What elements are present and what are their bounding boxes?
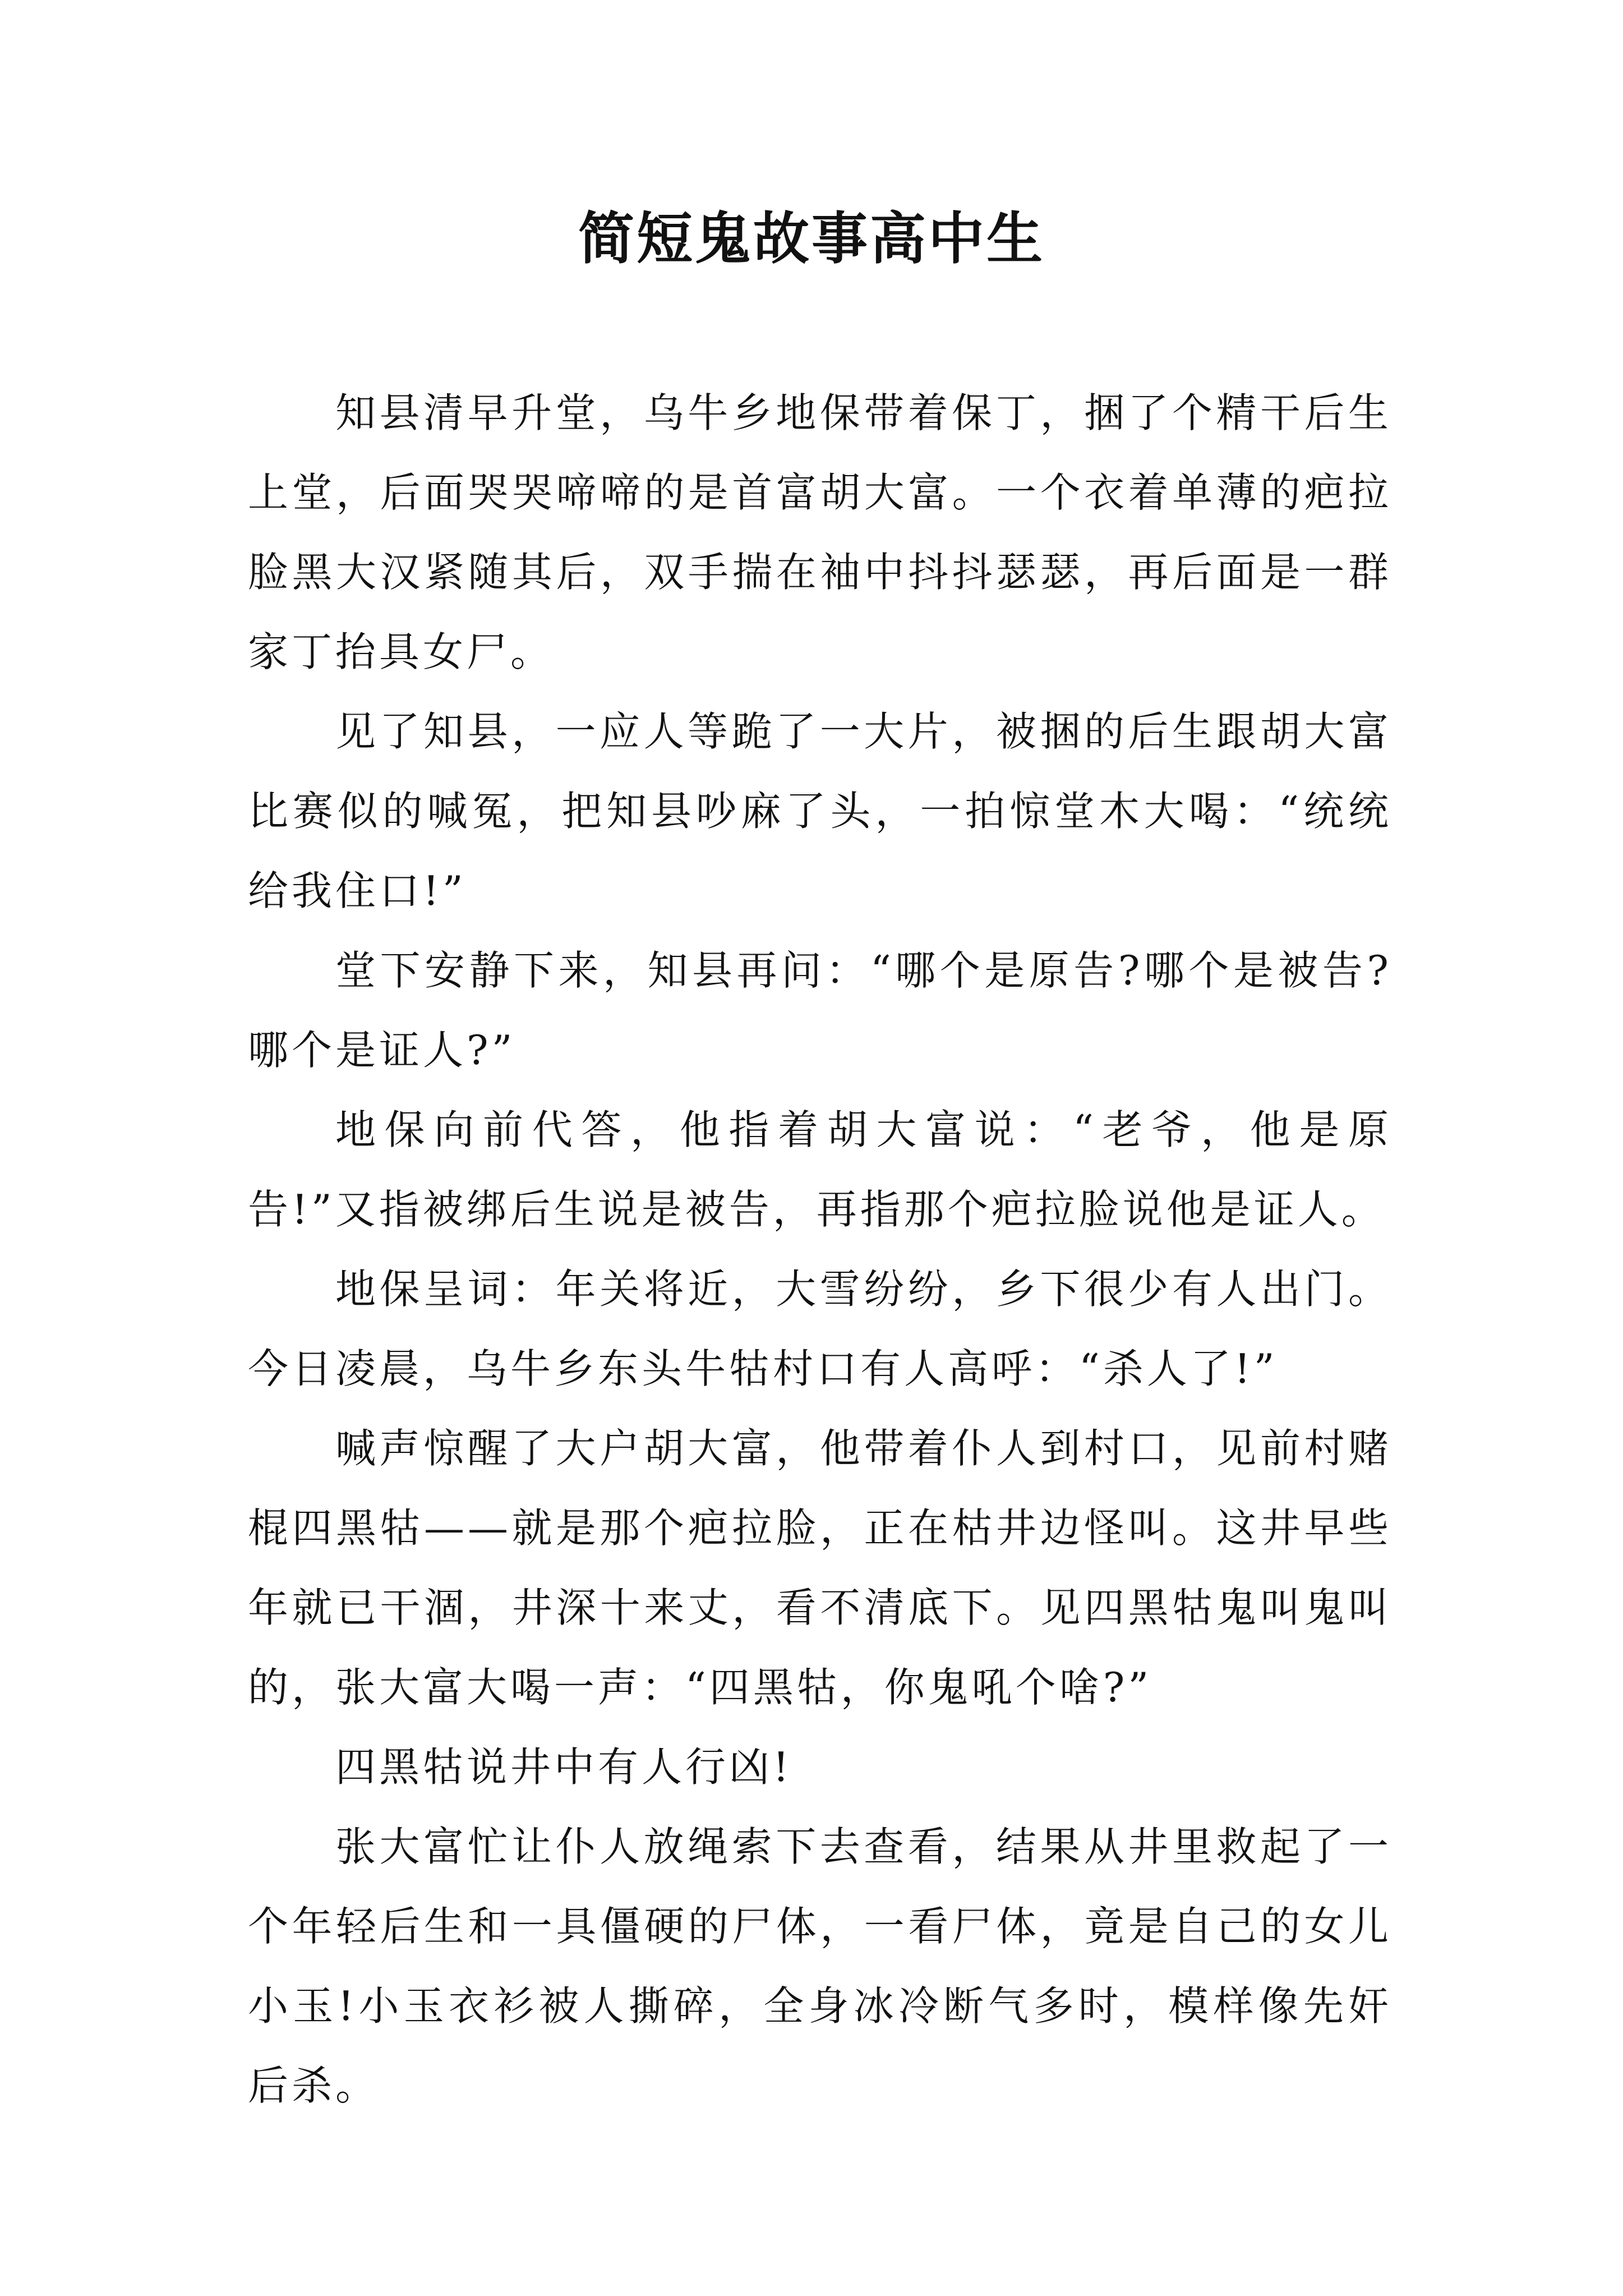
document-body (248, 373, 1392, 2125)
paragraph: 张大富忙让仆人放绳索下去查看，结果从井里救起了一个年轻后生和一具僵硬的尸体，一看尸体，竟是自己的女儿小玉!小玉衣衫被人撕碎，全身冰冷断气多时，模样像先奸后杀。 (248, 1823, 1392, 2109)
paragraph: 知县清早升堂，乌牛乡地保带着保丁，捆了个精干后生上堂，后面哭哭啼啼的是首富胡大富。一个衣着单薄的疤拉脸黑大汉紧随其后，双手揣在袖中抖抖瑟瑟，再后面是一群家丁抬具女尸。 (248, 389, 1392, 675)
document-title: 简短鬼故事高中生 (578, 205, 1045, 272)
paragraph: 地保向前代答，他指着胡大富说：“老爷，他是原告!”又指被绑后生说是被告，再指那个疤拉脸说他是证人。 (248, 1106, 1392, 1233)
paragraph: 见了知县，一应人等跪了一大片，被捆的后生跟胡大富比赛似的喊冤，把知县吵麻了头，一拍惊堂木大喝：“统统给我住口!” (248, 708, 1392, 914)
paragraph: 喊声惊醒了大户胡大富，他带着仆人到村口，见前村赌棍四黑牯——就是那个疤拉脸，正在枯井边怪叫。这井早些年就已干涸，井深十来丈，看不清底下。见四黑牯鬼叫鬼叫的，张大富大喝一声：“四黑牯，你鬼吼个啥?” (248, 1425, 1392, 1711)
paragraph: 地保呈词：年关将近，大雪纷纷，乡下很少有人出门。今日凌晨，乌牛乡东头牛牯村口有人高呼：“杀人了!” (248, 1266, 1392, 1392)
paragraph: 四黑牯说井中有人行凶! (335, 1743, 792, 1791)
paragraph: 堂下安静下来，知县再问：“哪个是原告?哪个是被告?哪个是证人?” (248, 947, 1392, 1074)
